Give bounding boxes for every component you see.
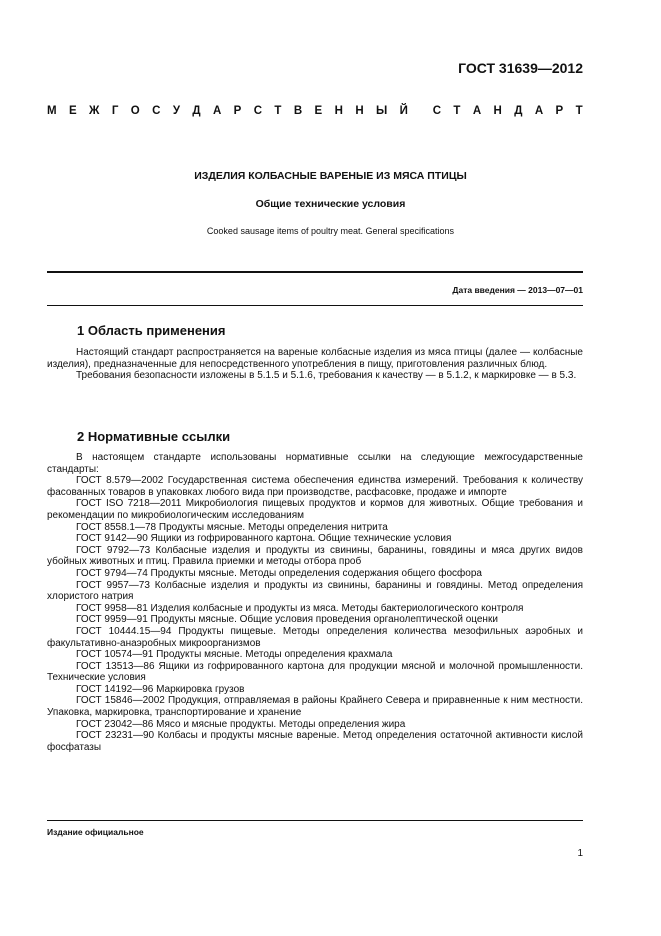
page-number: 1 [577, 848, 583, 859]
banner-letter: С [253, 105, 263, 117]
banner-letter: Т [274, 105, 282, 117]
footer-rule [47, 820, 583, 821]
edition-label: Издание официальное [47, 827, 144, 837]
banner-letter: А [534, 105, 544, 117]
reference-item: ГОСТ 23231—90 Колбасы и продукты мясные вареные. Метод определения остаточной активности кислой фосфатазы [47, 730, 583, 753]
date-rule [47, 305, 583, 306]
standard-type-banner [47, 105, 583, 117]
reference-item: ГОСТ 23042—86 Мясо и мясные продукты. Методы определения жира [76, 718, 406, 730]
banner-letter: Н [493, 105, 502, 117]
reference-item: ГОСТ 9957—73 Колбасные изделия и продукты из свинины, баранины и говядины. Метод определения хлористого натрия [47, 579, 583, 603]
reference-item: ГОСТ 14192—96 Маркировка грузов [76, 683, 245, 695]
banner-letter: А [212, 105, 222, 117]
reference-item: ГОСТ 9142—90 Ящики из гофрированного картона. Общие технические условия [76, 533, 452, 545]
banner-letter: О [130, 105, 140, 117]
introduction-date: Дата введения — 2013—07—01 [452, 285, 583, 295]
section-2-body [47, 452, 583, 753]
banner-letter: Н [355, 105, 364, 117]
paragraph: Требования безопасности изложены в 5.1.5 и 5.1.6, требования к качеству — в 5.1.2, к маркировке — в 5.3. [76, 370, 577, 382]
banner-letter: Р [555, 105, 564, 117]
banner-letter: М [47, 105, 57, 117]
reference-item: ГОСТ 9958—81 Изделия колбасные и продукты из мяса. Методы бактериологического контроля [76, 602, 524, 614]
banner-letter: Е [314, 105, 323, 117]
banner-letter: Ж [89, 105, 100, 117]
reference-item: ГОСТ 8558.1—78 Продукты мясные. Методы определения нитрита [76, 521, 388, 533]
reference-item: ГОСТ 13513—86 Ящики из гофрированного картона для продукции мясной и молочной промышленности. Технические условия [47, 660, 583, 684]
reference-item: ГОСТ 8.579—2002 Государственная система обеспечения единства измерений. Требования к количеству фасованных товаров в упаковках любого вида при производстве, расфасовке, продаже и импорте [47, 475, 583, 498]
reference-item: ГОСТ 9959—91 Продукты мясные. Общие условия проведения органолептической оценки [76, 614, 498, 626]
section-1-body [47, 347, 583, 382]
banner-letter: Н [334, 105, 343, 117]
document-subtitle: Общие технические условия [255, 198, 406, 210]
banner-letter: А [472, 105, 482, 117]
banner-letter: У [172, 105, 180, 117]
banner-letter: В [293, 105, 303, 117]
document-number: ГОСТ 31639—2012 [458, 60, 583, 76]
section-2-heading: 2 Нормативные ссылки [77, 429, 231, 444]
banner-letter: С [432, 105, 442, 117]
header-rule [47, 271, 583, 273]
banner-letter: Т [453, 105, 461, 117]
paragraph: Настоящий стандарт распространяется на вареные колбасные изделия из мяса птицы (далее — колбасные изделия), предназначенные для непосредственного употребления в пищу, приготовления различных блюд. [47, 347, 583, 370]
banner-letter: Е [68, 105, 77, 117]
banner-letter: Ы [376, 105, 388, 117]
banner-letter: Й [399, 105, 408, 117]
reference-item: ГОСТ ISO 7218—2011 Микробиология пищевых продуктов и кормов для животных. Общие требования и рекомендации по микробиологическим исследованиям [47, 498, 583, 521]
paragraph: В настоящем стандарте использованы нормативные ссылки на следующие межгосударственные стандарты: [47, 452, 583, 475]
banner-letter: Т [575, 105, 583, 117]
document-title: ИЗДЕЛИЯ КОЛБАСНЫЕ ВАРЕНЫЕ ИЗ МЯСА ПТИЦЫ [194, 170, 467, 182]
reference-item: ГОСТ 10574—91 Продукты мясные. Методы определения крахмала [76, 649, 393, 661]
banner-letter: Р [233, 105, 242, 117]
reference-item: ГОСТ 9792—73 Колбасные изделия и продукты из свинины, баранины, говядины и мяса других видов убойных животных и птиц. Правила приемки и методы отбора проб [47, 544, 583, 568]
banner-letter: Д [192, 105, 201, 117]
reference-item: ГОСТ 15846—2002 Продукция, отправляемая в районы Крайнего Севера и приравненные к ним местности. Упаковка, маркировка, транспортирование и хранение [47, 695, 583, 719]
banner-letter: С [152, 105, 161, 117]
english-title: Cooked sausage items of poultry meat. General specifications [206, 226, 455, 236]
reference-item: ГОСТ 9794—74 Продукты мясные. Методы определения содержания общего фосфора [76, 567, 482, 579]
section-1-heading: 1 Область применения [77, 323, 226, 338]
banner-letter: Г [111, 105, 119, 117]
reference-item: ГОСТ 10444.15—94 Продукты пищевые. Методы определения количества мезофильных аэробных и факультативно-анаэробных микроорганизмов [47, 625, 583, 649]
banner-letter: Д [514, 105, 523, 117]
